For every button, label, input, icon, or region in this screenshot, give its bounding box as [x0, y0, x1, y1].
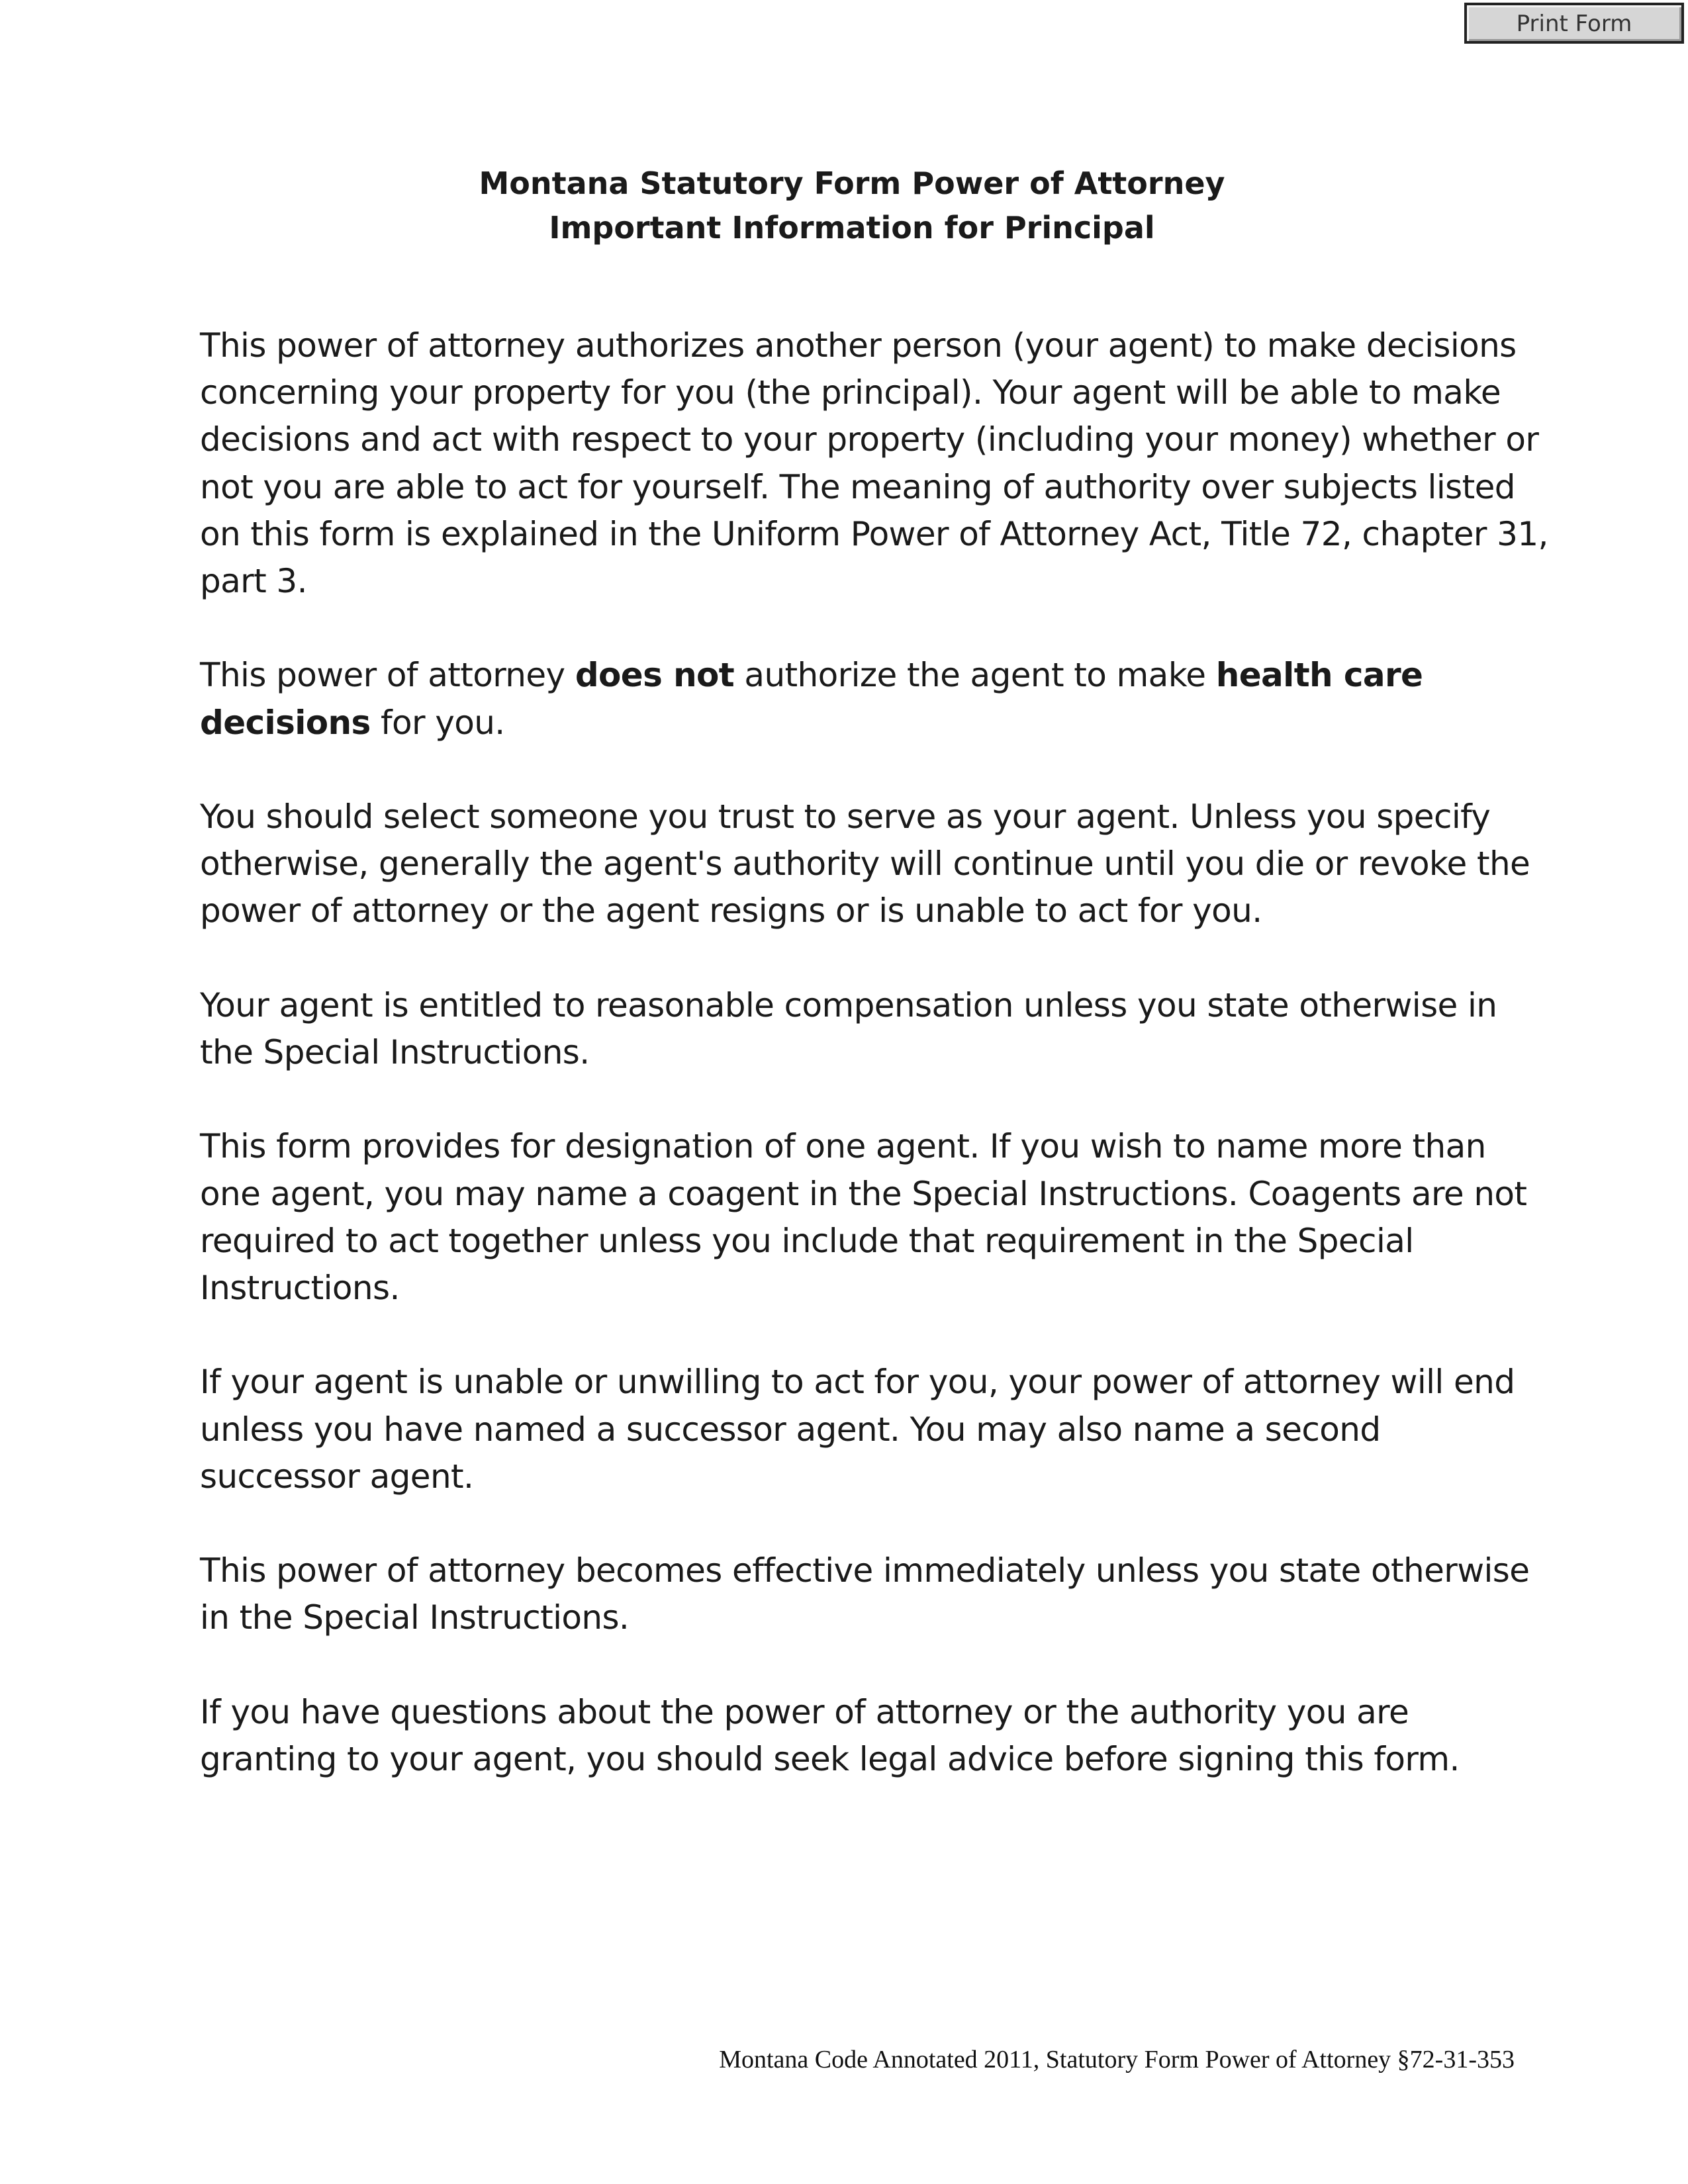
- emphasis-does-not: does not: [575, 656, 735, 695]
- paragraph-effective-date: This power of attorney becomes effective immediately unless you state otherwise in the Special Instructions.: [200, 1551, 1530, 1637]
- paragraph-compensation: Your agent is entitled to reasonable compensation unless you state otherwise in the Special Instructions.: [200, 985, 1497, 1071]
- paragraph-text: authorize the agent to make: [734, 656, 1216, 695]
- paragraph-text: for you.: [370, 703, 505, 742]
- paragraph-text: This power of attorney: [200, 656, 575, 695]
- paragraph-authorization: This power of attorney authorizes another person (your agent) to make decisions concerning your property for you (the principal). Your agent will be able to make decisions and act with respect to your property (including your money) whether or not you are able to act for yourself. The meaning of authority over subjects listed on this form is explained in the Uniform Power of Attorney Act, Title 72, chapter 31, part 3.: [200, 326, 1548, 601]
- paragraph-select-agent: You should select someone you trust to serve as your agent. Unless you specify otherwise, generally the agent's authority will continue until you die or revoke the power of attorney or the agent resigns or is unable to act for you.: [200, 797, 1530, 931]
- print-form-button[interactable]: Print Form: [1464, 3, 1684, 44]
- document-body: [200, 322, 1550, 1830]
- document-header: [0, 161, 1688, 250]
- statute-citation: Montana Code Annotated 2011, Statutory Form Power of Attorney §72-31-353: [719, 2046, 1515, 2073]
- paragraph-successor-agent: If your agent is unable or unwilling to act for you, your power of attorney will end unless you have named a successor agent. You may also name a second successor agent.: [200, 1363, 1515, 1496]
- document-subtitle: Important Information for Principal: [549, 210, 1155, 246]
- paragraph-legal-advice: If you have questions about the power of attorney or the authority you are granting to your agent, you should seek legal advice before signing this form.: [200, 1692, 1460, 1778]
- emphasis-health-care-decisions: health care decisions: [200, 656, 1423, 742]
- paragraph-health-care: [200, 652, 1550, 746]
- paragraph-coagent: This form provides for designation of one agent. If you wish to name more than one agent, you may name a coagent in the Special Instructions. Coagents are not required to act together unless you include that requirement in the Special Instructions.: [200, 1127, 1527, 1307]
- document-title: Montana Statutory Form Power of Attorney: [479, 165, 1225, 201]
